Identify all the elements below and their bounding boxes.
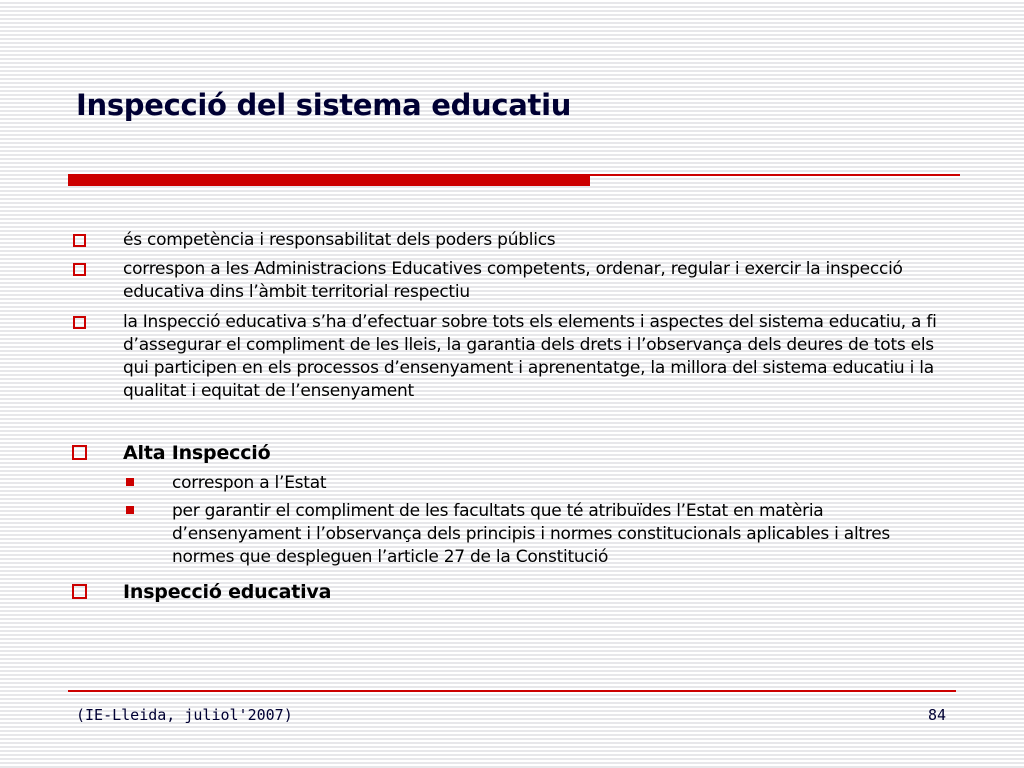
- hollow-square-bullet-icon: [73, 234, 86, 247]
- filled-square-bullet-icon: [126, 478, 134, 486]
- hollow-square-bullet-icon: [73, 316, 86, 329]
- hollow-square-bullet-icon: [72, 445, 87, 460]
- footer-divider: [68, 690, 956, 692]
- sub-bullet-item: correspon a l’Estat: [172, 473, 327, 493]
- bullet-item: la Inspecció educativa s’ha d’efectuar sobre tots els elements i aspectes del sistema educatiu, a fi d’assegurar el compliment de les lleis, la garantia dels drets i l’observança dels deures de tots els qui participen en els processos d’ensenyament i aprenentatge, la millora del sistema educatiu i la qualitat i equitat de l’ensenyament: [123, 312, 937, 401]
- sub-bullet-item: per garantir el compliment de les facultats que té atribuïdes l’Estat en matèria d’ensenyament i l’observança dels principis i normes constitucionals aplicables i altres normes que despleguen l’article 27 de la Constitució: [172, 501, 891, 567]
- page-number: 84: [927, 706, 946, 724]
- slide-title: Inspecció del sistema educatiu: [76, 88, 572, 122]
- filled-square-bullet-icon: [126, 506, 134, 514]
- footer-source: (IE-Lleida, juliol'2007): [76, 706, 293, 724]
- hollow-square-bullet-icon: [72, 584, 87, 599]
- bullet-heading-inspeccio-educativa: Inspecció educativa: [123, 581, 332, 603]
- bullet-heading-alta-inspeccio: Alta Inspecció: [123, 442, 271, 464]
- hollow-square-bullet-icon: [73, 263, 86, 276]
- bullet-item: és competència i responsabilitat dels poders públics: [123, 230, 556, 250]
- bullet-item: correspon a les Administracions Educatives competents, ordenar, regular i exercir la inspecció educativa dins l’àmbit territorial respectiu: [123, 259, 903, 302]
